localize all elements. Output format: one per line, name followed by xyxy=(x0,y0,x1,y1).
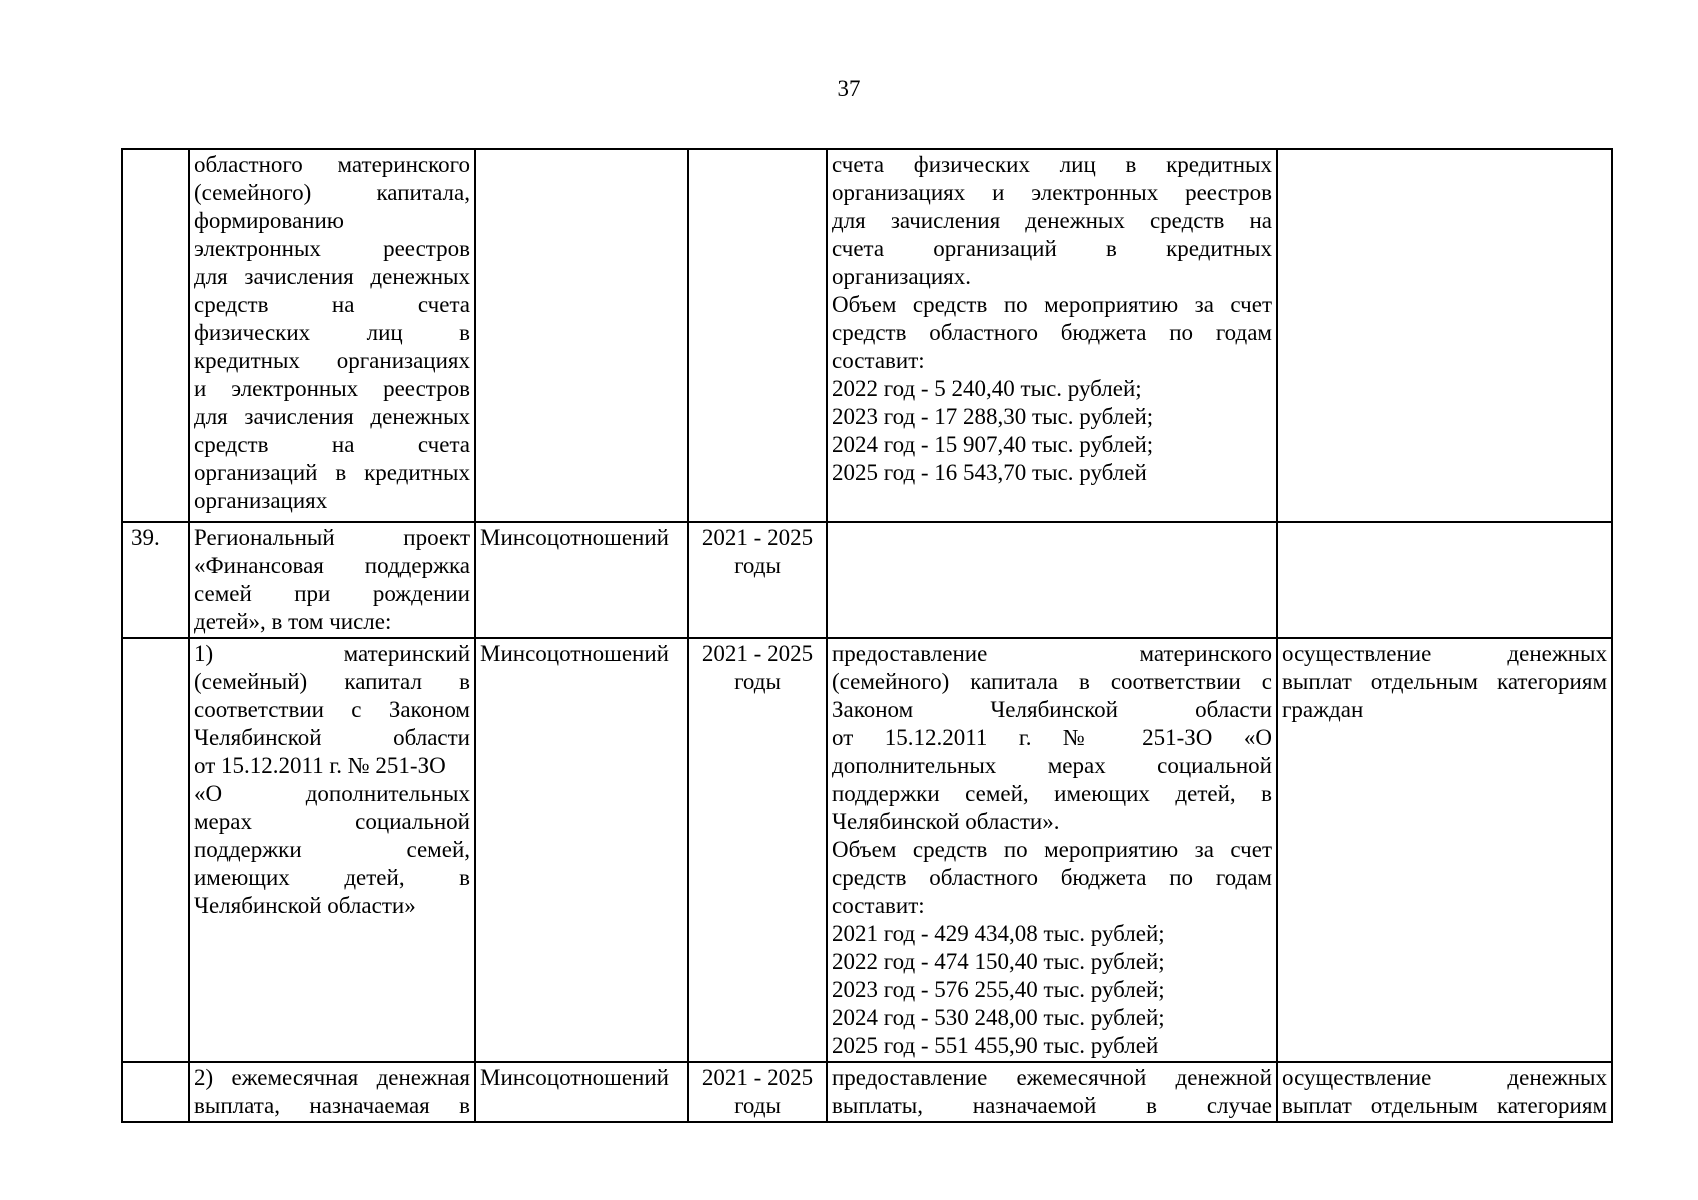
result-cell xyxy=(827,149,1277,522)
text-line: предоставление материнского xyxy=(832,641,1272,666)
period-cell xyxy=(688,638,827,1062)
text-line: имеющих детей, в xyxy=(194,865,470,890)
period-unit: годы xyxy=(734,1093,781,1118)
text-line: выплат отдельным категориям xyxy=(1282,1093,1607,1118)
text-line: мерах социальной xyxy=(194,809,470,834)
text-line: осуществление денежных xyxy=(1282,641,1607,666)
text-line: средств областного бюджета по годам xyxy=(832,320,1272,345)
budget-year-line: 2025 год - 16 543,70 тыс. рублей xyxy=(832,460,1147,485)
text-line: организациях. xyxy=(832,264,971,289)
row-number-cell xyxy=(122,638,189,1062)
indicator-cell xyxy=(1277,522,1612,638)
budget-year-line: 2022 год - 474 150,40 тыс. рублей; xyxy=(832,949,1165,974)
text-line: средств на счета xyxy=(194,292,470,317)
indicator-cell xyxy=(1277,149,1612,522)
budget-year-line: 2022 год - 5 240,40 тыс. рублей; xyxy=(832,376,1142,401)
text-line: «О дополнительных xyxy=(194,781,470,806)
text-line: выплаты, назначаемой в случае xyxy=(832,1093,1272,1118)
activity-name-cell xyxy=(189,149,475,522)
text-line: (семейного) капитала, xyxy=(194,180,470,205)
text-line: Челябинской области». xyxy=(832,809,1060,834)
result-cell xyxy=(827,1062,1277,1122)
budget-year-line: 2024 год - 530 248,00 тыс. рублей; xyxy=(832,1005,1165,1030)
text-line: счета организаций в кредитных xyxy=(832,236,1272,261)
text-line: организаций в кредитных xyxy=(194,460,470,485)
text-line: средств областного бюджета по годам xyxy=(832,865,1272,890)
period-years: 2021 - 2025 xyxy=(701,1065,814,1090)
text-line: Законом Челябинской области xyxy=(832,697,1272,722)
indicator-cell xyxy=(1277,1062,1612,1122)
table-row-39 xyxy=(122,522,1612,638)
budget-year-line: 2025 год - 551 455,90 тыс. рублей xyxy=(832,1033,1159,1058)
text-line: «Финансовая поддержка xyxy=(194,553,470,578)
text-line: 2) ежемесячная денежная xyxy=(194,1065,470,1090)
text-line: и электронных реестров xyxy=(194,376,470,401)
executor-cell: Минсоцотношений xyxy=(475,522,688,638)
text-line: поддержки семей, имеющих детей, в xyxy=(832,781,1272,806)
text-line: организациях xyxy=(194,488,328,513)
period-cell xyxy=(688,522,827,638)
executor-cell: Минсоцотношений xyxy=(475,638,688,1062)
text-line: Челябинской области xyxy=(194,725,470,750)
period-unit: годы xyxy=(734,669,781,694)
text-line: физических лиц в xyxy=(194,320,470,345)
text-line: предоставление ежемесячной денежной xyxy=(832,1065,1272,1090)
row-number-cell: 39. xyxy=(122,522,189,638)
text-line: составит: xyxy=(832,348,925,373)
text-line: областного материнского xyxy=(194,152,470,177)
period-cell xyxy=(688,149,827,522)
period-years: 2021 - 2025 xyxy=(701,641,814,666)
result-cell xyxy=(827,522,1277,638)
text-line: Региональный проект xyxy=(194,525,470,550)
text-line: средств на счета xyxy=(194,432,470,457)
executor-cell: Минсоцотношений xyxy=(475,1062,688,1122)
result-cell xyxy=(827,638,1277,1062)
text-line: кредитных организациях xyxy=(194,348,470,373)
text-line: (семейного) капитала в соответствии с xyxy=(832,669,1272,694)
text-line: соответствии с Законом xyxy=(194,697,470,722)
text-line: Челябинской области» xyxy=(194,893,416,918)
activity-name-cell xyxy=(189,638,475,1062)
text-line: для зачисления денежных xyxy=(194,404,470,429)
text-line: дополнительных мерах социальной xyxy=(832,753,1272,778)
text-line: поддержки семей, xyxy=(194,837,470,862)
budget-year-line: 2024 год - 15 907,40 тыс. рублей; xyxy=(832,432,1154,457)
text-line: формированию xyxy=(194,208,344,233)
text-line: составит: xyxy=(832,893,925,918)
budget-year-line: 2021 год - 429 434,08 тыс. рублей; xyxy=(832,921,1165,946)
text-line: Объем средств по мероприятию за счет xyxy=(832,292,1272,317)
period-cell xyxy=(688,1062,827,1122)
activity-name-cell xyxy=(189,522,475,638)
table-row-continuation xyxy=(122,149,1612,522)
text-line: для зачисления денежных xyxy=(194,264,470,289)
text-line: счета физических лиц в кредитных xyxy=(832,152,1272,177)
row-number-cell xyxy=(122,149,189,522)
table-row-39-1 xyxy=(122,638,1612,1062)
budget-year-line: 2023 год - 576 255,40 тыс. рублей; xyxy=(832,977,1165,1002)
text-line: Объем средств по мероприятию за счет xyxy=(832,837,1272,862)
text-line: для зачисления денежных средств на xyxy=(832,208,1272,233)
text-line: семей при рождении xyxy=(194,581,470,606)
text-line: выплат отдельным категориям xyxy=(1282,669,1607,694)
text-line: 1) материнский xyxy=(194,641,470,666)
activity-name-cell xyxy=(189,1062,475,1122)
indicator-cell xyxy=(1277,638,1612,1062)
page-number: 37 xyxy=(837,76,861,101)
text-line: граждан xyxy=(1282,697,1364,722)
row-number-cell xyxy=(122,1062,189,1122)
table-row-39-2 xyxy=(122,1062,1612,1122)
text-line: от 15.12.2011 г. № 251-ЗО xyxy=(194,753,446,778)
budget-year-line: 2023 год - 17 288,30 тыс. рублей; xyxy=(832,404,1154,429)
executor-cell xyxy=(475,149,688,522)
text-line: осуществление денежных xyxy=(1282,1065,1607,1090)
text-line: электронных реестров xyxy=(194,236,470,261)
text-line: организациях и электронных реестров xyxy=(832,180,1272,205)
period-unit: годы xyxy=(734,553,781,578)
text-line: выплата, назначаемая в xyxy=(194,1093,470,1118)
text-line: (семейный) капитал в xyxy=(194,669,470,694)
period-years: 2021 - 2025 xyxy=(701,525,814,550)
text-line: детей», в том числе: xyxy=(194,609,392,634)
activities-table xyxy=(121,148,1613,1123)
text-line: от 15.12.2011 г. № 251-ЗО «О xyxy=(832,725,1272,750)
